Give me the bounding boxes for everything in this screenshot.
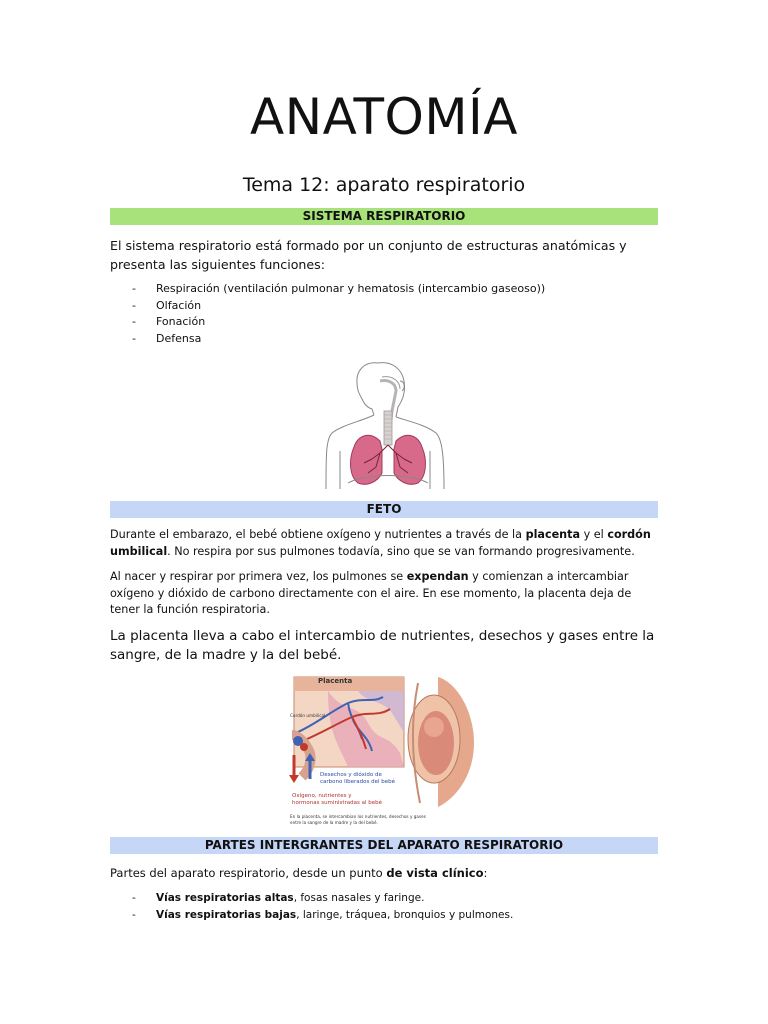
list-item: - Vías respiratorias altas, fosas nasales y faringe. [130,890,513,907]
label-oxigeno-2: hormonas suministradas al bebé [292,800,382,806]
bullet-dash: - [132,282,136,295]
respiratory-system-illustration [322,355,448,491]
feto-paragraph-2: Al nacer y respirar por primera vez, los pulmones se expendan y comienzan a intercambiar oxígeno y dióxido de carbono directamente con el aire. En ese momento, la placenta deja de tener la función respiratoria. [110,570,632,616]
feto-paragraph-3: La placenta lleva a cabo el intercambio de nutrientes, desechos y gases entre la sangre, de la madre y la del bebé. [110,628,655,663]
bullet-dash: - [132,908,136,921]
label-oxigeno-1: Oxígeno, nutrientes y [292,793,352,799]
label-desechos-2: carbono liberados del bebé [320,779,396,785]
label-placenta: Placenta [318,677,353,685]
list-item: - Vías respiratorias bajas, laringe, tráquea, bronquios y pulmones. [130,907,513,924]
bullet-dash: - [132,331,136,345]
figure-caption-2: entre la sangre de la madre y la del bebé. [290,820,378,825]
functions-list [130,281,545,347]
parts-list [130,890,513,923]
figure-caption-1: En la placenta, se intercambian los nutrientes, desechos y gases [290,814,426,819]
placenta-illustration [288,673,478,829]
feto-paragraph-1: Durante el embarazo, el bebé obtiene oxígeno y nutrientes a través de la placenta y el cordón umbilical. No respira por sus pulmones todavía, sino que se van formando progresivamente. [110,528,651,558]
list-item: - Fonación [130,314,545,331]
bullet-dash: - [132,892,136,904]
page-subtitle: Tema 12: aparato respiratorio [242,174,526,196]
bullet-dash: - [132,315,136,328]
section-heading-sistema-respiratorio: SISTEMA RESPIRATORIO [110,208,658,225]
page-title: ANATOMÍA [250,88,518,146]
section3-intro: Partes del aparato respiratorio, desde un punto de vista clínico: [110,866,488,880]
bullet-dash: - [132,298,136,312]
label-desechos-1: Desechos y dióxido de [320,772,382,778]
label-cordon: Cordón umbilical [290,713,326,718]
list-item: - Defensa [130,331,545,348]
list-item: - Olfación [130,298,545,315]
section-heading-partes: PARTES INTERGRANTES DEL APARATO RESPIRATORIO [110,837,658,854]
list-item: - Respiración (ventilación pulmonar y hematosis (intercambio gaseoso)) [130,281,545,298]
section1-intro: El sistema respiratorio está formado por un conjunto de estructuras anatómicas y presenta las siguientes funciones: [110,238,627,272]
section-heading-feto: FETO [110,501,658,518]
